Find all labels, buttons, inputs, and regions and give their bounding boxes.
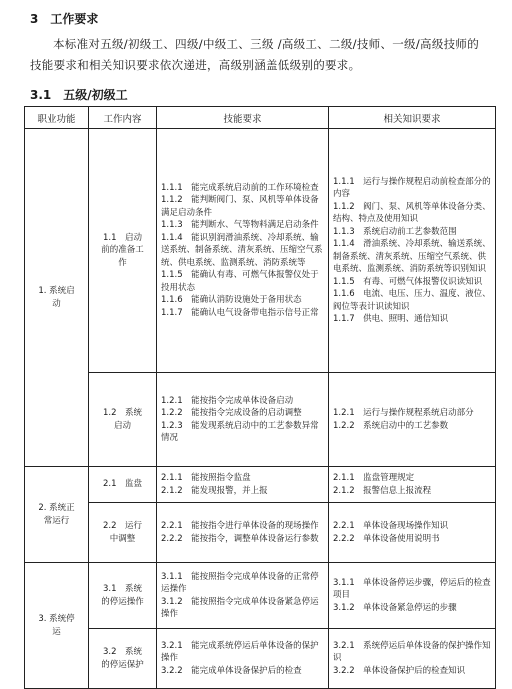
header-content: 工作内容 — [89, 107, 157, 129]
knowledge-cell — [329, 129, 496, 373]
header-skills: 技能要求 — [157, 107, 329, 129]
skill-item: 2.1.1 能按照指令监盘 — [161, 473, 251, 483]
requirements-table — [24, 106, 496, 689]
skills-cell — [157, 467, 329, 503]
skill-item: 1.1.7 能确认电气设备带电指示信号正常 — [161, 307, 319, 318]
function-cell: 1. 系统启动 — [25, 129, 89, 467]
knowledge-cell — [329, 629, 496, 689]
function-cell: 2. 系统正常运行 — [25, 467, 89, 563]
content-cell: 2.2 运行中调整 — [89, 503, 157, 563]
knowledge-item: 1.2.1 运行与操作规程系统启动部分 — [333, 408, 474, 418]
knowledge-item: 1.1.3 系统启动前工艺参数范围 — [333, 226, 457, 237]
knowledge-item: 3.2.2 单体设备保护后的检查知识 — [333, 665, 466, 676]
content-cell: 3.1 系统的停运操作 — [89, 563, 157, 629]
section-heading: 3 工作要求 — [30, 12, 99, 26]
table-header-row — [25, 107, 496, 129]
function-cell: 3. 系统停运 — [25, 563, 89, 689]
skills-cell — [157, 373, 329, 467]
content-cell: 1.1 启动前的准备工作 — [89, 129, 157, 373]
skill-item: 1.2.2 能按指令完成设备的启动调整 — [161, 408, 302, 418]
table-row — [25, 373, 496, 467]
knowledge-item: 1.1.4 滑油系统、冷却系统、输送系统、制备系统、清灰系统、压缩空气系统、供电系统、监测系统、消防系统等识别知识 — [333, 239, 491, 274]
knowledge-cell — [329, 373, 496, 467]
skill-item: 2.2.2 能按指令，调整单体设备运行参数 — [161, 533, 319, 544]
content-cell: 2.1 监盘 — [89, 467, 157, 503]
skills-cell — [157, 629, 329, 689]
skills-cell — [157, 129, 329, 373]
content-cell: 1.2 系统启动 — [89, 373, 157, 467]
table-row — [25, 503, 496, 563]
skill-item: 1.1.3 能判断水、气等物料满足启动条件 — [161, 220, 319, 231]
skill-item: 3.1.2 能按照指令完成单体设备紧急停运操作 — [161, 596, 319, 619]
skill-item: 2.1.2 能发现报警，并上报 — [161, 485, 268, 496]
subsection-heading: 3.1 五级/初级工 — [30, 88, 128, 102]
knowledge-item: 1.1.2 阀门、泵、风机等单体设备分类、结构、特点及使用知识 — [333, 201, 491, 224]
skill-item: 1.2.1 能按指令完成单体设备启动 — [161, 395, 294, 406]
knowledge-item: 2.1.2 报警信息上报流程 — [333, 485, 432, 496]
knowledge-item: 3.2.1 系统停运后单体设备的保护操作知识 — [333, 640, 491, 664]
knowledge-cell — [329, 563, 496, 629]
knowledge-cell — [329, 467, 496, 503]
skill-item: 1.2.3 能发现系统启动中的工艺参数异常情况 — [161, 420, 319, 443]
skill-item: 3.2.1 能完成系统停运后单体设备的保护操作 — [161, 640, 319, 664]
knowledge-item: 2.2.1 单体设备现场操作知识 — [333, 521, 449, 531]
knowledge-item: 3.1.2 单体设备紧急停运的步骤 — [333, 602, 457, 613]
knowledge-item: 1.2.2 系统启动中的工艺参数 — [333, 420, 449, 431]
skill-item: 1.1.4 能识别润滑油系统、冷却系统、输送系统、制备系统、清灰系统、压缩空气系统、供电系统、监测系统、消防系统等 — [161, 232, 323, 268]
skill-item: 1.1.5 能确认有毒、可燃气体报警仪处于投用状态 — [161, 270, 319, 293]
table-row — [25, 467, 496, 503]
header-knowledge: 相关知识要求 — [329, 107, 496, 129]
knowledge-item: 2.2.2 单体设备使用说明书 — [333, 533, 440, 544]
skills-cell — [157, 503, 329, 563]
skill-item: 1.1.1 能完成系统启动前的工作环境检查 — [161, 182, 319, 193]
knowledge-item: 3.1.1 单体设备停运步骤，停运后的检查项目 — [333, 577, 491, 601]
content-cell: 3.2 系统的停运保护 — [89, 629, 157, 689]
intro-paragraph: 本标准对五级/初级工、四级/中级工、三级 /高级工、二级/技师、一级/高级技师的技能要求和相关知识要求依次递进，高级别涵盖低级别的要求。 — [30, 37, 480, 72]
header-function: 职业功能 — [25, 107, 89, 129]
knowledge-cell — [329, 503, 496, 563]
knowledge-item: 1.1.1 运行与操作规程启动前检查部分的内容 — [333, 176, 491, 199]
skill-item: 3.2.2 能完成单体设备保护后的检查 — [161, 665, 302, 676]
knowledge-item: 1.1.6 电流、电压、压力、温度、液位、阀位等表计识读知识 — [333, 289, 491, 312]
skill-item: 3.1.1 能按照指令完成单体设备的正常停运操作 — [161, 571, 319, 594]
skills-cell — [157, 563, 329, 629]
table-row — [25, 563, 496, 629]
table-row — [25, 129, 496, 373]
knowledge-item: 2.1.1 监盘管理规定 — [333, 473, 415, 483]
skill-item: 2.2.1 能按指令进行单体设备的现场操作 — [161, 521, 319, 531]
skill-item: 1.1.6 能确认消防设施处于备用状态 — [161, 295, 302, 306]
knowledge-item: 1.1.7 供电、照明、通信知识 — [333, 314, 449, 324]
table-row — [25, 629, 496, 689]
knowledge-item: 1.1.5 有毒、可燃气体报警仪识读知识 — [333, 276, 483, 287]
skill-item: 1.1.2 能判断阀门、泵、风机等单体设备满足启动条件 — [161, 195, 319, 218]
